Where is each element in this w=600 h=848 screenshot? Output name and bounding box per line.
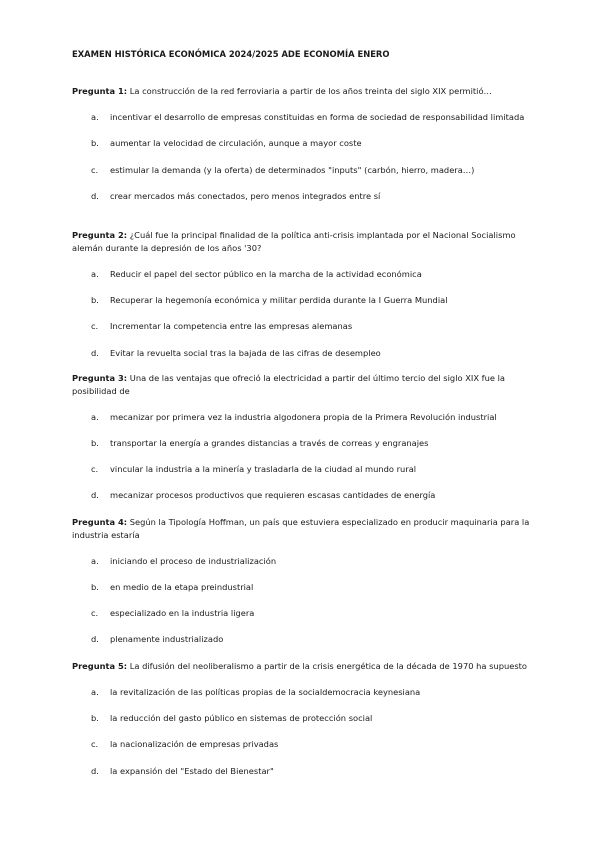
option-text: estimular la demanda (y la oferta) de determinados "inputs" (carbón, hierro, madera…): [110, 165, 475, 175]
option-text: la revitalización de las políticas propias de la socialdemocracia keynesiana: [110, 687, 421, 697]
question-1-option-b[interactable]: [91, 138, 362, 148]
question-1: [72, 85, 532, 98]
question-4-option-b[interactable]: [91, 582, 253, 592]
option-letter: a.: [91, 687, 99, 697]
question-2-option-b[interactable]: [91, 295, 448, 305]
option-letter: c.: [91, 739, 99, 749]
option-text: Recuperar la hegemonía económica y militar perdida durante la I Guerra Mundial: [110, 295, 448, 305]
question-4-option-a[interactable]: [91, 556, 276, 566]
option-letter: b.: [91, 295, 99, 305]
question-1-option-a[interactable]: [91, 112, 524, 122]
option-text: especializado en la industria ligera: [110, 608, 255, 618]
question-2-option-d[interactable]: [91, 348, 381, 358]
option-text: aumentar la velocidad de circulación, aunque a mayor coste: [110, 138, 362, 148]
option-text: vincular la industria a la minería y trasladarla de la ciudad al mundo rural: [110, 464, 417, 474]
option-letter: a.: [91, 112, 99, 122]
question-1-text: La construcción de la red ferroviaria a partir de los años treinta del siglo XIX permitió…: [129, 86, 492, 96]
question-1-option-d[interactable]: [91, 191, 380, 201]
option-letter: d.: [91, 348, 99, 358]
option-text: crear mercados más conectados, pero menos integrados entre sí: [110, 191, 381, 201]
question-2: [72, 229, 532, 255]
option-letter: c.: [91, 608, 99, 618]
question-4-option-d[interactable]: [91, 634, 223, 644]
exam-title: EXAMEN HISTÓRICA ECONÓMICA 2024/2025 ADE ECONOMÍA ENERO: [72, 49, 390, 59]
option-text: la reducción del gasto público en sistemas de protección social: [110, 713, 373, 723]
option-text: Reducir el papel del sector público en la marcha de la actividad económica: [110, 269, 422, 279]
question-2-text: ¿Cuál fue la principal finalidad de la política anti-crisis implantada por el Nacional Socialismo alemán durante la depresión de los años '30?: [72, 230, 516, 253]
option-text: Incrementar la competencia entre las empresas alemanas: [110, 321, 353, 331]
option-letter: b.: [91, 713, 99, 723]
option-text: incentivar el desarrollo de empresas constituidas en forma de sociedad de responsabilidad limitada: [110, 112, 525, 122]
question-2-label: Pregunta 2:: [72, 230, 128, 240]
question-3: [72, 372, 532, 398]
option-letter: b.: [91, 582, 99, 592]
question-3-option-c[interactable]: [91, 464, 416, 474]
option-letter: b.: [91, 138, 99, 148]
question-5-option-a[interactable]: [91, 687, 420, 697]
option-letter: c.: [91, 321, 99, 331]
question-2-option-c[interactable]: [91, 321, 352, 331]
option-letter: d.: [91, 766, 99, 776]
question-3-option-a[interactable]: [91, 412, 497, 422]
question-1-option-c[interactable]: [91, 165, 474, 175]
option-letter: b.: [91, 438, 99, 448]
option-text: mecanizar por primera vez la industria algodonera propia de la Primera Revolución industrial: [110, 412, 497, 422]
question-5: [72, 660, 532, 673]
question-4-text: Según la Tipología Hoffman, un país que estuviera especializado en producir maquinaria para la industria estaría: [72, 517, 530, 540]
option-letter: d.: [91, 191, 99, 201]
question-3-option-d[interactable]: [91, 490, 435, 500]
option-text: Evitar la revuelta social tras la bajada de las cifras de desempleo: [110, 348, 381, 358]
question-4-option-c[interactable]: [91, 608, 254, 618]
option-letter: c.: [91, 464, 99, 474]
question-1-label: Pregunta 1:: [72, 86, 128, 96]
question-3-text: Una de las ventajas que ofreció la electricidad a partir del último tercio del siglo XIX fue la posibilidad de: [72, 373, 505, 396]
option-text: mecanizar procesos productivos que requieren escasas cantidades de energía: [110, 490, 436, 500]
option-text: plenamente industrializado: [110, 634, 224, 644]
option-letter: a.: [91, 412, 99, 422]
question-4-label: Pregunta 4:: [72, 517, 128, 527]
question-2-option-a[interactable]: [91, 269, 422, 279]
question-5-label: Pregunta 5:: [72, 661, 128, 671]
option-text: la nacionalización de empresas privadas: [110, 739, 279, 749]
question-4: [72, 516, 532, 542]
question-5-text: La difusión del neoliberalismo a partir de la crisis energética de la década de 1970 ha supuesto: [129, 661, 527, 671]
option-letter: d.: [91, 490, 99, 500]
option-letter: a.: [91, 556, 99, 566]
question-5-option-c[interactable]: [91, 739, 278, 749]
option-text: iniciando el proceso de industrialización: [110, 556, 277, 566]
option-letter: a.: [91, 269, 99, 279]
option-letter: c.: [91, 165, 99, 175]
question-3-option-b[interactable]: [91, 438, 428, 448]
question-5-option-b[interactable]: [91, 713, 372, 723]
option-letter: d.: [91, 634, 99, 644]
question-3-label: Pregunta 3:: [72, 373, 128, 383]
question-5-option-d[interactable]: [91, 766, 274, 776]
option-text: en medio de la etapa preindustrial: [110, 582, 254, 592]
option-text: la expansión del "Estado del Bienestar": [110, 766, 274, 776]
option-text: transportar la energía a grandes distancias a través de correas y engranajes: [110, 438, 429, 448]
